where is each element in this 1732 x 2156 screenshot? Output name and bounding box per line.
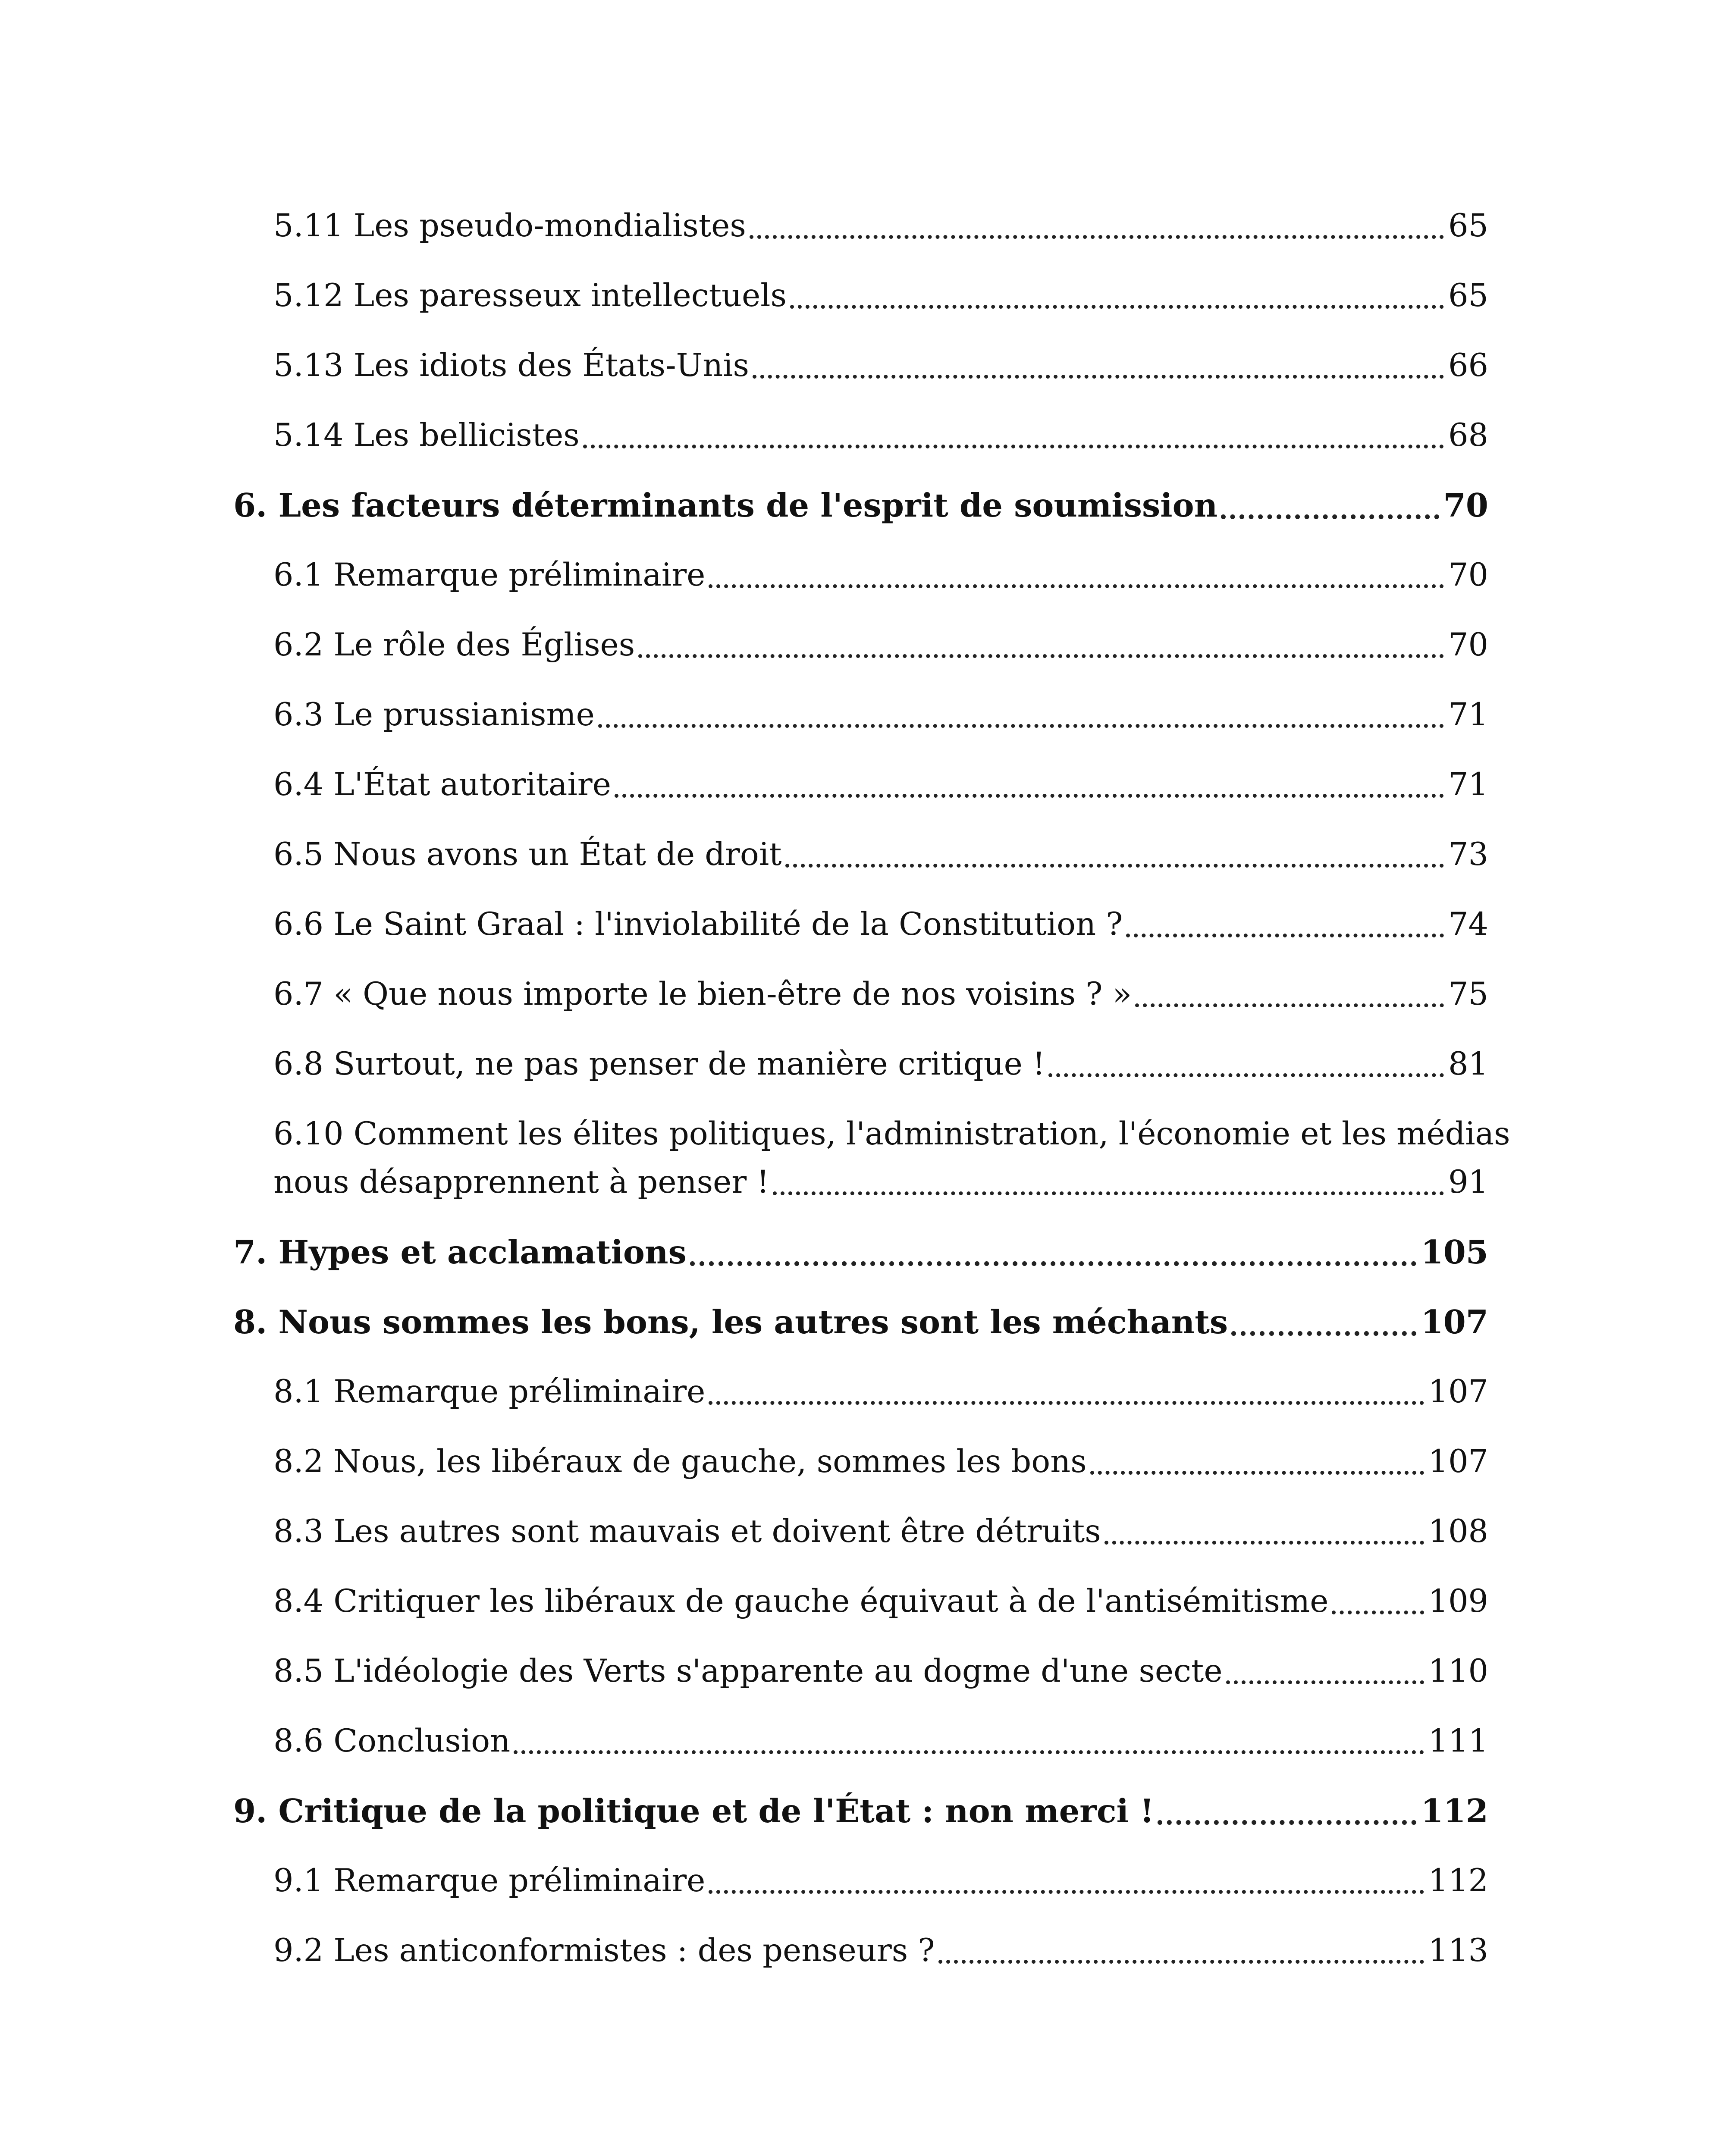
toc-entry-title: 6.4 L'État autoritaire xyxy=(273,766,611,803)
toc-chapter-entry[interactable] xyxy=(233,481,1488,530)
toc-entry-page: 109 xyxy=(1428,1583,1488,1620)
toc-entry-title: 7. Hypes et acclamations xyxy=(233,1233,687,1271)
toc-entry-title: 6.8 Surtout, ne pas penser de manière critique ! xyxy=(273,1046,1045,1082)
toc-entry-title: 8.1 Remarque préliminaire xyxy=(273,1373,706,1410)
toc-entry-page: 111 xyxy=(1428,1723,1488,1759)
toc-entry-page: 108 xyxy=(1428,1513,1488,1550)
toc-entry[interactable] xyxy=(273,272,1488,320)
toc-entry-title: 9. Critique de la politique et de l'État : non merci ! xyxy=(233,1792,1155,1830)
toc-entry[interactable] xyxy=(273,342,1488,390)
toc-entry-page: 112 xyxy=(1428,1862,1488,1899)
dot-leader xyxy=(1090,1471,1424,1475)
toc-entry-page: 107 xyxy=(1428,1373,1488,1410)
toc-entry[interactable] xyxy=(273,1040,1488,1088)
toc-entry[interactable] xyxy=(273,1507,1488,1556)
toc-entry-title-line1: 6.10 Comment les élites politiques, l'administration, l'économie et les médias xyxy=(273,1116,1510,1152)
toc-entry-title: 8.4 Critiquer les libéraux de gauche équivaut à de l'antisémitisme xyxy=(273,1583,1329,1620)
dot-leader xyxy=(750,235,1444,239)
toc-entry-line2 xyxy=(273,1158,1488,1206)
toc-entry-page: 71 xyxy=(1448,696,1488,733)
toc-entry-multiline[interactable] xyxy=(273,1110,1510,1206)
toc-entry-page: 75 xyxy=(1448,976,1488,1012)
toc-entry-page: 74 xyxy=(1448,906,1488,943)
dot-leader xyxy=(1231,1331,1416,1336)
dot-leader xyxy=(638,654,1444,658)
toc-entry-title: 8. Nous sommes les bons, les autres sont les méchants xyxy=(233,1303,1228,1341)
toc-entry[interactable] xyxy=(273,830,1488,879)
toc-entry-page: 113 xyxy=(1428,1932,1488,1969)
toc-entry-page: 105 xyxy=(1421,1233,1488,1271)
toc-entry[interactable] xyxy=(273,1927,1488,1975)
toc-entry-page: 91 xyxy=(1448,1164,1488,1200)
toc-entry-title: 6.5 Nous avons un État de droit xyxy=(273,836,782,873)
toc-entry-page: 66 xyxy=(1448,347,1488,384)
dot-leader xyxy=(1221,514,1439,519)
toc-entry-title: 5.12 Les paresseux intellectuels xyxy=(273,277,787,314)
dot-leader xyxy=(690,1261,1417,1266)
dot-leader xyxy=(1226,1680,1424,1684)
toc-entry-title: 9.1 Remarque préliminaire xyxy=(273,1862,706,1899)
toc-entry-page: 107 xyxy=(1421,1303,1488,1341)
toc-entry-title: 8.2 Nous, les libéraux de gauche, sommes les bons xyxy=(273,1443,1087,1480)
toc-entry-title: 6.2 Le rôle des Églises xyxy=(273,627,635,663)
toc-entry-page: 112 xyxy=(1421,1792,1488,1830)
toc-entry-page: 70 xyxy=(1443,486,1488,524)
dot-leader xyxy=(1135,1003,1444,1007)
toc-entry-title: 6.1 Remarque préliminaire xyxy=(273,557,706,593)
dot-leader xyxy=(709,584,1444,588)
toc-entry-title: 8.6 Conclusion xyxy=(273,1723,511,1759)
toc-entry[interactable] xyxy=(273,202,1488,250)
toc-entry-title-line2: nous désapprennent à penser ! xyxy=(273,1164,769,1200)
toc-entry-page: 65 xyxy=(1448,207,1488,244)
toc-entry-title: 6.6 Le Saint Graal : l'inviolabilité de la Constitution ? xyxy=(273,906,1123,943)
toc-entry-page: 65 xyxy=(1448,277,1488,314)
toc-entry[interactable] xyxy=(273,900,1488,949)
dot-leader xyxy=(1126,934,1444,937)
toc-entry-page: 73 xyxy=(1448,836,1488,873)
toc-chapter-entry[interactable] xyxy=(233,1228,1488,1276)
dot-leader xyxy=(1104,1541,1424,1545)
toc-entry[interactable] xyxy=(273,411,1488,460)
toc-entry-title: 8.5 L'idéologie des Verts s'apparente au dogme d'une secte xyxy=(273,1653,1223,1689)
toc-entry-title: 6.3 Le prussianisme xyxy=(273,696,595,733)
toc-entry-title: 5.11 Les pseudo-mondialistes xyxy=(273,207,746,244)
toc-entry-page: 81 xyxy=(1448,1046,1488,1082)
toc-entry-title: 6.7 « Que nous importe le bien-être de nos voisins ? » xyxy=(273,976,1132,1012)
dot-leader xyxy=(1048,1073,1444,1077)
dot-leader xyxy=(598,724,1444,728)
dot-leader xyxy=(709,1401,1424,1405)
dot-leader xyxy=(615,794,1444,798)
dot-leader xyxy=(1158,1820,1416,1825)
toc-entry[interactable] xyxy=(273,1717,1488,1765)
toc-entry-title: 9.2 Les anticonformistes : des penseurs ? xyxy=(273,1932,935,1969)
toc-entry-page: 70 xyxy=(1448,627,1488,663)
toc-entry[interactable] xyxy=(273,1577,1488,1626)
toc-chapter-entry[interactable] xyxy=(233,1298,1488,1346)
toc-entry[interactable] xyxy=(273,691,1488,739)
dot-leader xyxy=(709,1890,1424,1894)
dot-leader xyxy=(1332,1611,1424,1614)
toc-entry-title: 5.14 Les bellicistes xyxy=(273,417,580,454)
toc-entry[interactable] xyxy=(273,1438,1488,1486)
toc-entry-page: 107 xyxy=(1428,1443,1488,1480)
toc-entry-page: 68 xyxy=(1448,417,1488,454)
dot-leader xyxy=(583,445,1444,448)
toc-entry[interactable] xyxy=(273,1368,1488,1416)
dot-leader xyxy=(514,1750,1424,1754)
toc-entry-page: 71 xyxy=(1448,766,1488,803)
dot-leader xyxy=(753,375,1444,379)
toc-entry[interactable] xyxy=(273,621,1488,669)
dot-leader xyxy=(785,864,1444,868)
toc-entry-title: 6. Les facteurs déterminants de l'esprit de soumission xyxy=(233,486,1218,524)
dot-leader xyxy=(790,305,1444,309)
toc-entry-page: 70 xyxy=(1448,557,1488,593)
toc-entry[interactable] xyxy=(273,1647,1488,1695)
toc-entry[interactable] xyxy=(273,761,1488,809)
toc-entry[interactable] xyxy=(273,970,1488,1018)
toc-entry[interactable] xyxy=(273,551,1488,599)
toc-chapter-entry[interactable] xyxy=(233,1787,1488,1835)
toc-entry-title: 5.13 Les idiots des États-Unis xyxy=(273,347,750,384)
dot-leader xyxy=(773,1191,1444,1195)
toc-entry[interactable] xyxy=(273,1857,1488,1905)
dot-leader xyxy=(938,1960,1424,1964)
toc-entry-page: 110 xyxy=(1428,1653,1488,1689)
toc-entry-title: 8.3 Les autres sont mauvais et doivent être détruits xyxy=(273,1513,1101,1550)
